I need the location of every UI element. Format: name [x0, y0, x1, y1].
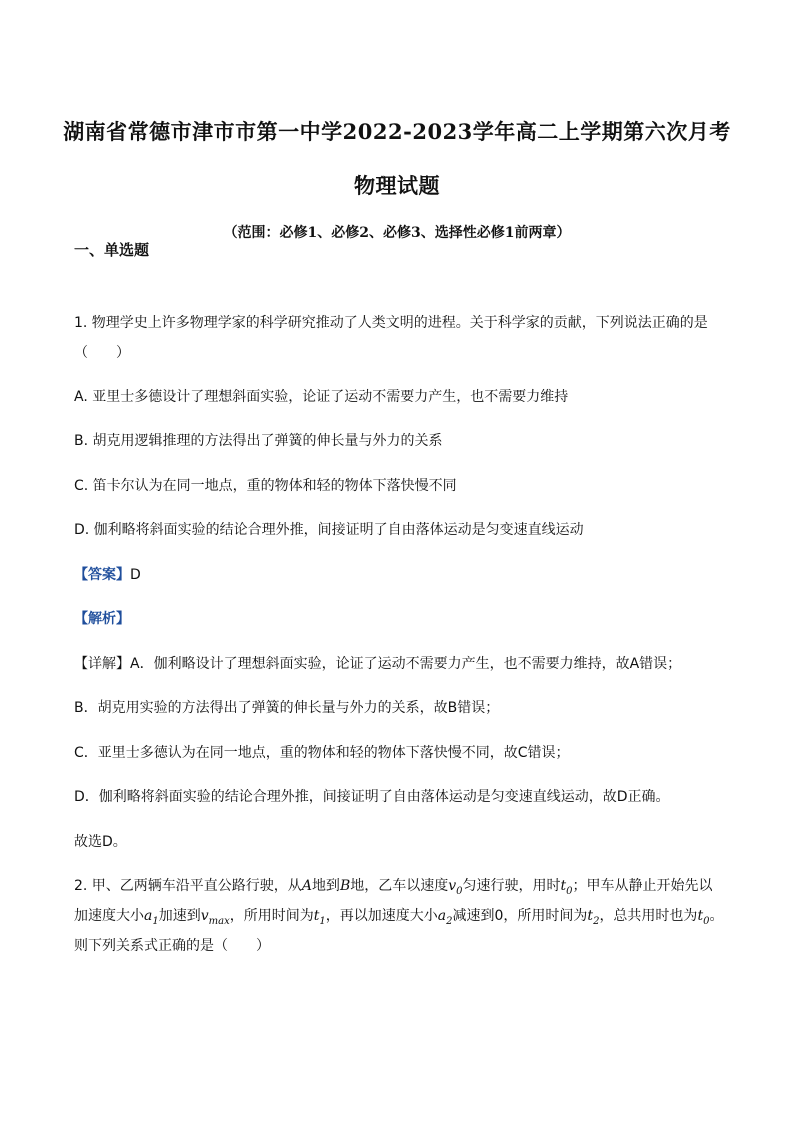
q2-text: ，再以加速度大小	[325, 908, 438, 924]
q2-text: 2. 甲、乙两辆车沿平直公路行驶，从	[74, 878, 302, 894]
q2-text: 加速度大小	[74, 908, 144, 924]
q1-option-d: D. 伽利略将斜面实验的结论合理外推，间接证明了自由落体运动是匀变速直线运动	[74, 522, 584, 538]
q2-text: ；甲车从静止开始先以	[572, 878, 713, 894]
var-B: B	[339, 878, 351, 894]
q1-option-c: C. 笛卡尔认为在同一地点，重的物体和轻的物体下落快慢不同	[74, 478, 457, 494]
q2-text: ，所用时间为	[229, 908, 314, 924]
q1-option-b: B. 胡克用逻辑推理的方法得出了弹簧的伸长量与外力的关系	[74, 433, 443, 449]
q2-text: 。	[709, 908, 724, 924]
q2-text: 匀速行驶，用时	[462, 878, 561, 894]
analysis-tag: 【解析】	[74, 611, 130, 627]
exam-title: 湖南省常德市津市市第一中学2022-2023学年高二上学期第六次月考	[63, 119, 731, 144]
q1-option-a: A. 亚里士多德设计了理想斜面实验，论证了运动不需要力产生，也不需要力维持	[74, 389, 569, 405]
q1-detail-line-b: B．胡克用实验的方法得出了弹簧的伸长量与外力的关系，故B错误；	[74, 700, 500, 716]
q1-detail-line-c: C．亚里士多德认为在同一地点，重的物体和轻的物体下落快慢不同，故C错误；	[74, 745, 570, 761]
detail-text-a: A．伽利略设计了理想斜面实验，论证了运动不需要力产生，也不需要力维持，故A错误；	[130, 656, 682, 672]
detail-tag: 【详解】	[74, 656, 130, 672]
q2-stem-line1	[74, 876, 734, 902]
answer-value: D	[130, 567, 141, 583]
q2-text: 减速到0，所用时间为	[452, 908, 588, 924]
var-t0-b: $t_0$	[697, 908, 710, 927]
var-t2: $t_2$	[587, 908, 600, 927]
q1-stem-line2: （ ）	[74, 345, 130, 361]
exam-subject-title: 物理试题	[354, 173, 440, 198]
q2-text: 地到	[311, 878, 340, 894]
var-t0: $t_0$	[560, 878, 573, 897]
q2-text: ，总共用时也为	[599, 908, 698, 924]
q1-detail-line-d: D．伽利略将斜面实验的结论合理外推，间接证明了自由落体运动是匀变速直线运动，故D正确。	[74, 789, 670, 805]
q2-text: 地，乙车以速度	[350, 878, 449, 894]
var-vmax: $v_{max}$	[200, 908, 230, 927]
var-a1: $a_1$	[144, 908, 159, 927]
q2-text: 加速到	[158, 908, 201, 924]
section-heading: 一、单选题	[74, 241, 150, 259]
q1-conclusion: 故选D。	[74, 834, 127, 850]
exam-scope: （范围：必修1、必修2、必修3、选择性必修1前两章）	[223, 225, 571, 241]
var-a2: $a_2$	[437, 908, 453, 927]
q2-stem-line2	[74, 906, 734, 932]
var-v0: $v_0$	[448, 878, 463, 897]
q2-stem-line3: 则下列关系式正确的是（ ）	[74, 938, 270, 954]
q1-answer	[74, 565, 734, 585]
q1-stem-line1: 1. 物理学史上许多物理学家的科学研究推动了人类文明的进程。关于科学家的贡献，下列说法正确的是	[74, 315, 708, 331]
answer-tag: 【答案】	[74, 567, 130, 583]
var-t1: $t_1$	[313, 908, 326, 927]
q1-analysis-tag	[74, 609, 734, 629]
var-A: A	[301, 878, 312, 894]
q1-detail-line-a	[74, 654, 734, 674]
